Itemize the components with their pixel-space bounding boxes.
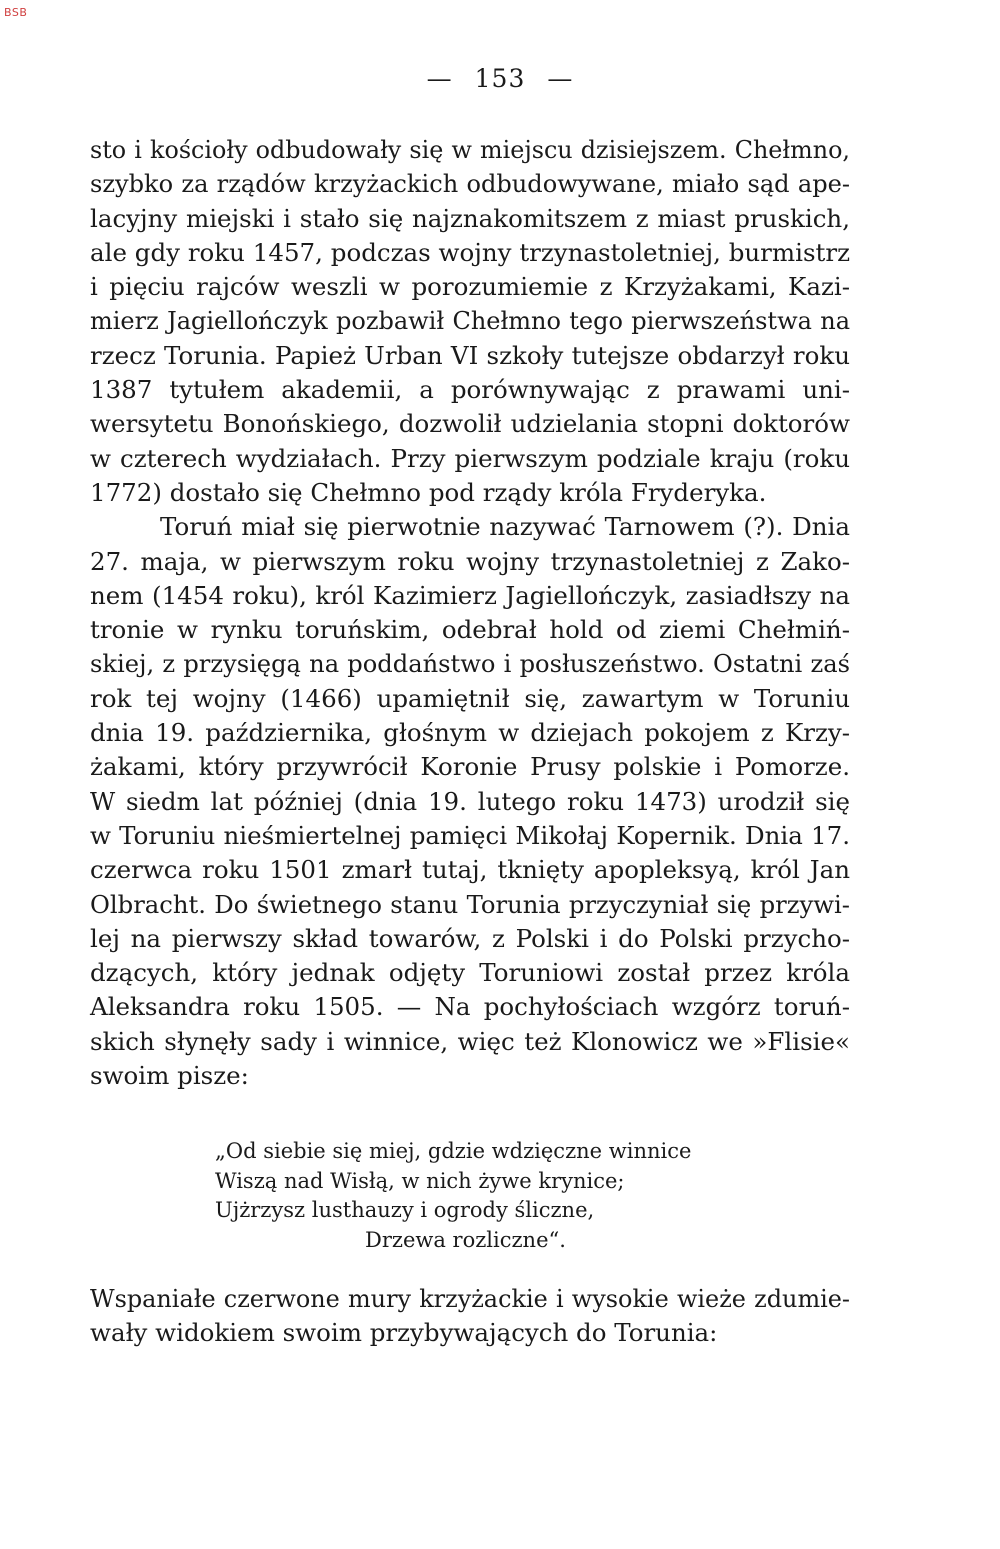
main-text <box>90 133 850 1093</box>
text-line: Olbracht. Do świetnego stanu Torunia przyczyniał się przywi- <box>90 889 850 919</box>
text-line: wały widokiem swoim przybywających do Torunia: <box>90 1318 718 1348</box>
text-line: 27. maja, w pierwszym roku wojny trzynastoletniej z Zako- <box>90 546 850 576</box>
text-line: lej na pierwszy skład towarów, z Polski i do Polski przycho- <box>90 923 850 953</box>
text-line: w Toruniu nieśmiertelnej pamięci Mikołaj Kopernik. Dnia 17. <box>90 820 850 850</box>
text-line: skich słynęły sady i winnice, więc też Klonowicz we »Flisie« <box>90 1026 850 1056</box>
text-line: dzących, który jednak odjęty Toruniowi został przez króla <box>90 958 850 988</box>
text-line: 1387 tytułem akademii, a porównywając z prawami uni- <box>90 375 850 405</box>
text-line: szybko za rządów krzyżackich odbudowywane, miało sąd ape- <box>90 170 850 199</box>
text-line: wersytetu Bonońskiego, dozwolił udzielania stopni doktorów <box>90 409 850 439</box>
poem-line: Drzewa rozliczne“. <box>365 1227 566 1252</box>
poem-quote <box>215 1137 775 1255</box>
paragraph-1 <box>90 133 850 510</box>
paragraph-3 <box>90 1282 850 1351</box>
text-line: rok tej wojny (1466) upamiętnił się, zawartym w Toruniu <box>90 683 850 713</box>
page-number-header <box>0 64 1000 93</box>
text-line: mierz Jagiellończyk pozbawił Chełmno tego pierwszeństwa na <box>90 307 850 336</box>
text-line: Toruń miał się pierwotnie nazywać Tarnowem (?). Dnia <box>160 512 850 542</box>
library-stamp: BSB <box>4 6 28 19</box>
text-line: rzecz Torunia. Papież Urban VI szkoły tutejsze obdarzył roku <box>90 340 850 370</box>
text-line: swoim pisze: <box>90 1061 249 1091</box>
text-line: dnia 19. października, głośnym w dziejach pokojem z Krzy- <box>90 718 850 748</box>
text-line: W siedm lat później (dnia 19. lutego roku 1473) urodził się <box>90 786 850 816</box>
poem-line: Ujżrzysz lusthauzy i ogrody śliczne, <box>215 1198 595 1222</box>
paragraph-2 <box>90 510 850 1093</box>
poem-line: „Od siebie się miej, gdzie wdzięczne winnice <box>215 1139 692 1163</box>
poem-line: Wiszą nad Wisłą, w nich żywe krynice; <box>215 1168 625 1193</box>
text-line: sto i kościoły odbudowały się w miejscu dzisiejszem. Chełmno, <box>90 136 850 164</box>
text-line: nem (1454 roku), król Kazimierz Jagiellończyk, zasiadłszy na <box>90 580 850 610</box>
text-line: tronie w rynku toruńskim, odebrał hold od ziemi Chełmiń- <box>90 615 850 645</box>
text-line: Wspaniałe czerwone mury krzyżackie i wysokie wieże zdumie- <box>90 1285 850 1313</box>
page-number: 153 <box>474 64 526 93</box>
page-number-dash-left: — <box>426 64 453 93</box>
text-line: 1772) dostało się Chełmno pod rządy króla Fryderyka. <box>90 477 767 507</box>
text-line: czerwca roku 1501 zmarł tutaj, tknięty apopleksyą, król Jan <box>90 855 850 885</box>
page-number-dash-right: — <box>547 64 574 93</box>
text-line: skiej, z przysięgą na poddaństwo i posłuszeństwo. Ostatni zaś <box>90 650 850 679</box>
text-line: w czterech wydziałach. Przy pierwszym podziale kraju (roku <box>90 443 850 473</box>
text-line: i pięciu rajców weszli w porozumiemie z Krzyżakami, Kazi- <box>90 272 850 302</box>
text-line: lacyjny miejski i stało się najznakomitszem z miast pruskich, <box>90 203 850 233</box>
text-line: żakami, który przywrócił Koronie Prusy polskie i Pomorze. <box>90 752 850 782</box>
text-line: ale gdy roku 1457, podczas wojny trzynastoletniej, burmistrz <box>90 237 850 267</box>
text-line: Aleksandra roku 1505. — Na pochyłościach wzgórz toruń- <box>90 992 850 1022</box>
